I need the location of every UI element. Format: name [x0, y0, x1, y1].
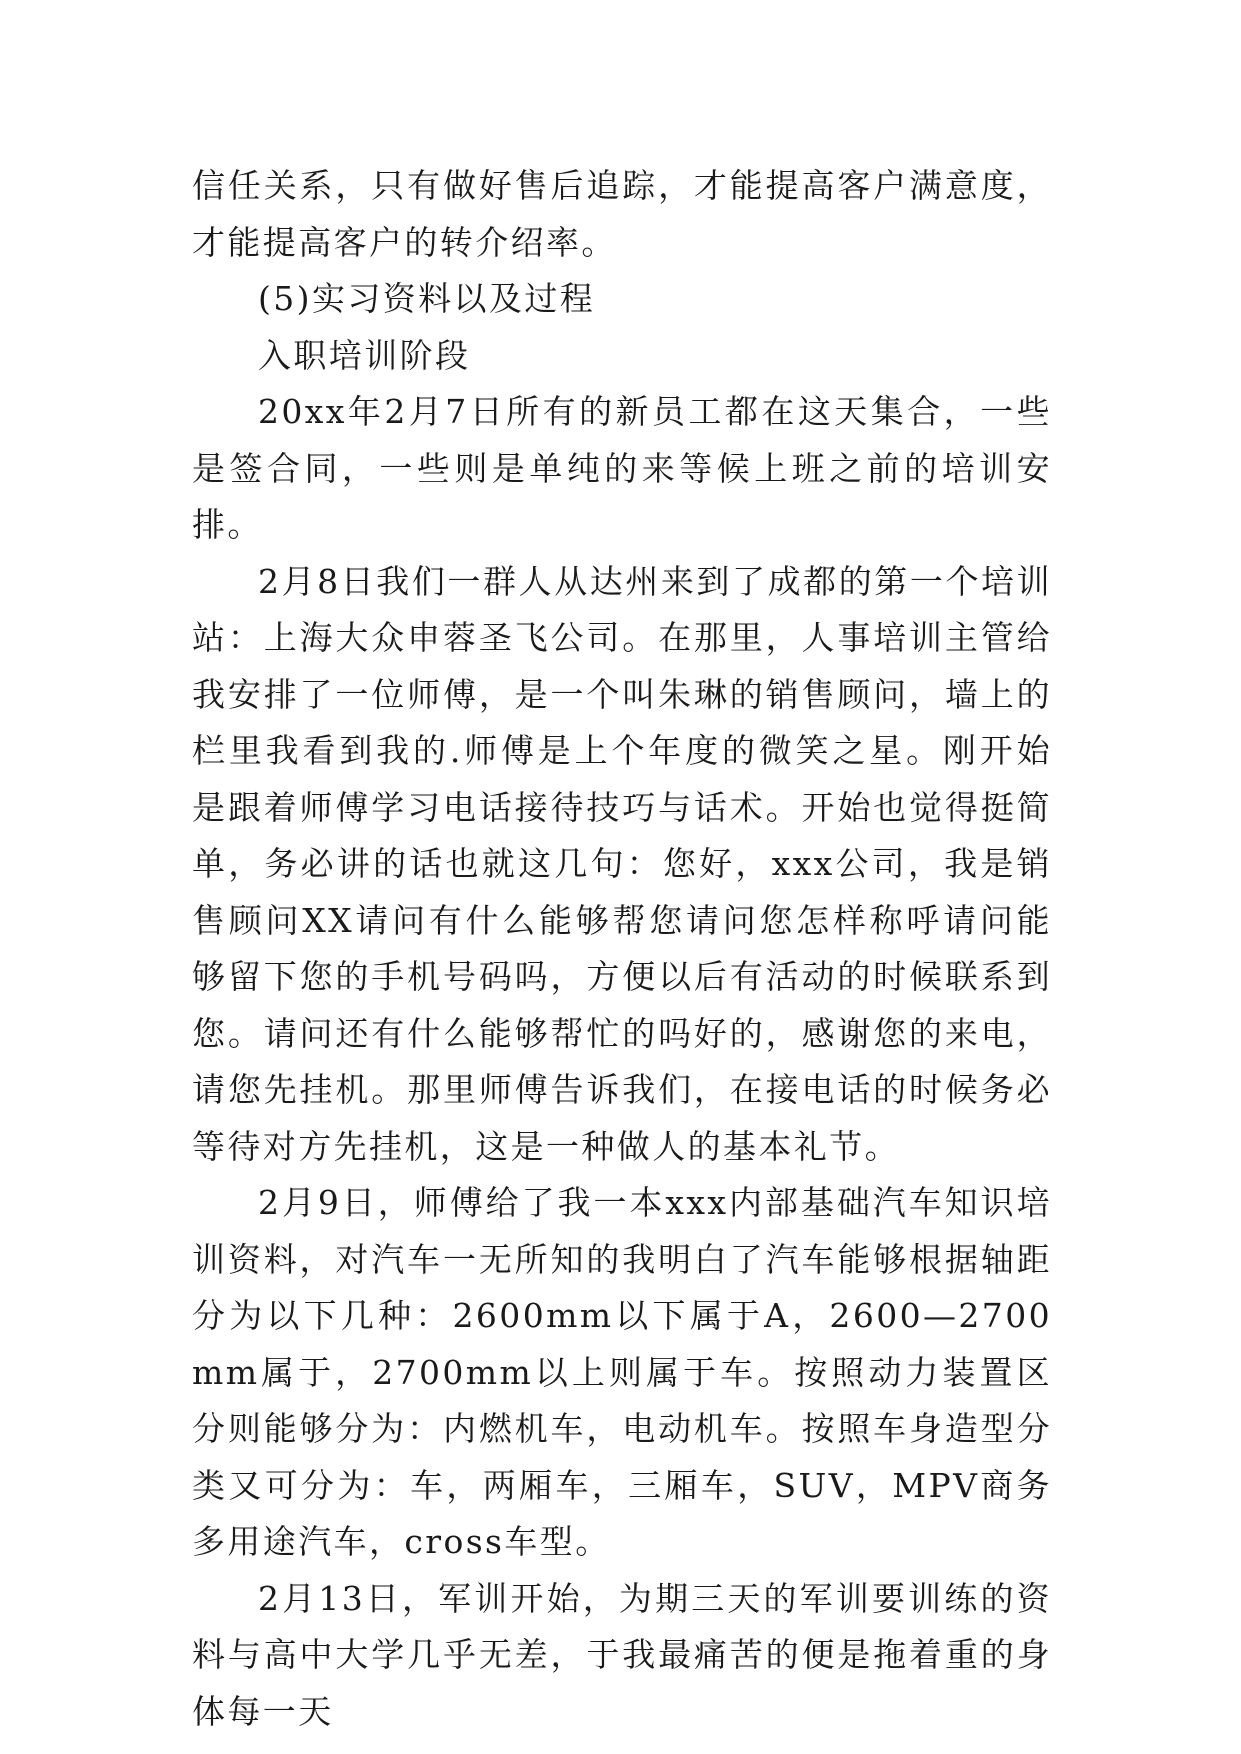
paragraph-trust-relationship: 信任关系，只有做好售后追踪，才能提高客户满意度，才能提高客户的转介绍率。: [192, 166, 1052, 262]
section-heading-internship: (5)实习资料以及过程: [258, 279, 596, 318]
paragraph-feb-8: 2月8日我们一群人从达州来到了成都的第一个培训站：上海大众申蓉圣飞公司。在那里，人事培训主管给我安排了一位师傅，是一个叫朱琳的销售顾问，墙上的栏里我看到我的.师傅是上个年度的微笑之星。刚开始是跟着师傅学习电话接待技巧与话术。开始也觉得挺简单，务必讲的话也就这几句：您好，xxx公司，我是销售顾问XX请问有什么能够帮您请问您怎样称呼请问能够留下您的手机号码吗，方便以后有活动的时候联系到您。请问还有什么能够帮忙的吗好的，感谢您的来电，请您先挂机。那里师傅告诉我们，在接电话的时候务必等待对方先挂机，这是一种做人的基本礼节。: [192, 561, 1052, 1166]
paragraph-feb-13: 2月13日，军训开始，为期三天的军训要训练的资料与高中大学几乎无差，于我最痛苦的便是拖着重的身体每一天: [192, 1578, 1052, 1731]
paragraph-feb-9: 2月9日，师傅给了我一本xxx内部基础汽车知识培训资料，对汽车一无所知的我明白了汽车能够根据轴距分为以下几种：2600mm以下属于A，2600—2700mm属于，2700mm以上则属于车。按照动力装置区分则能够分为：内燃机车，电动机车。按照车身造型分类又可分为：车，两厢车，三厢车，SUV，MPV商务多用途汽车，cross车型。: [192, 1183, 1052, 1561]
subheading-onboarding-training: 入职培训阶段: [258, 335, 471, 375]
paragraph-feb-7: 20xx年2月7日所有的新员工都在这天集合，一些是签合同，一些则是单纯的来等候上班之前的培训安排。: [192, 392, 1052, 544]
document-body: [192, 158, 1052, 1740]
